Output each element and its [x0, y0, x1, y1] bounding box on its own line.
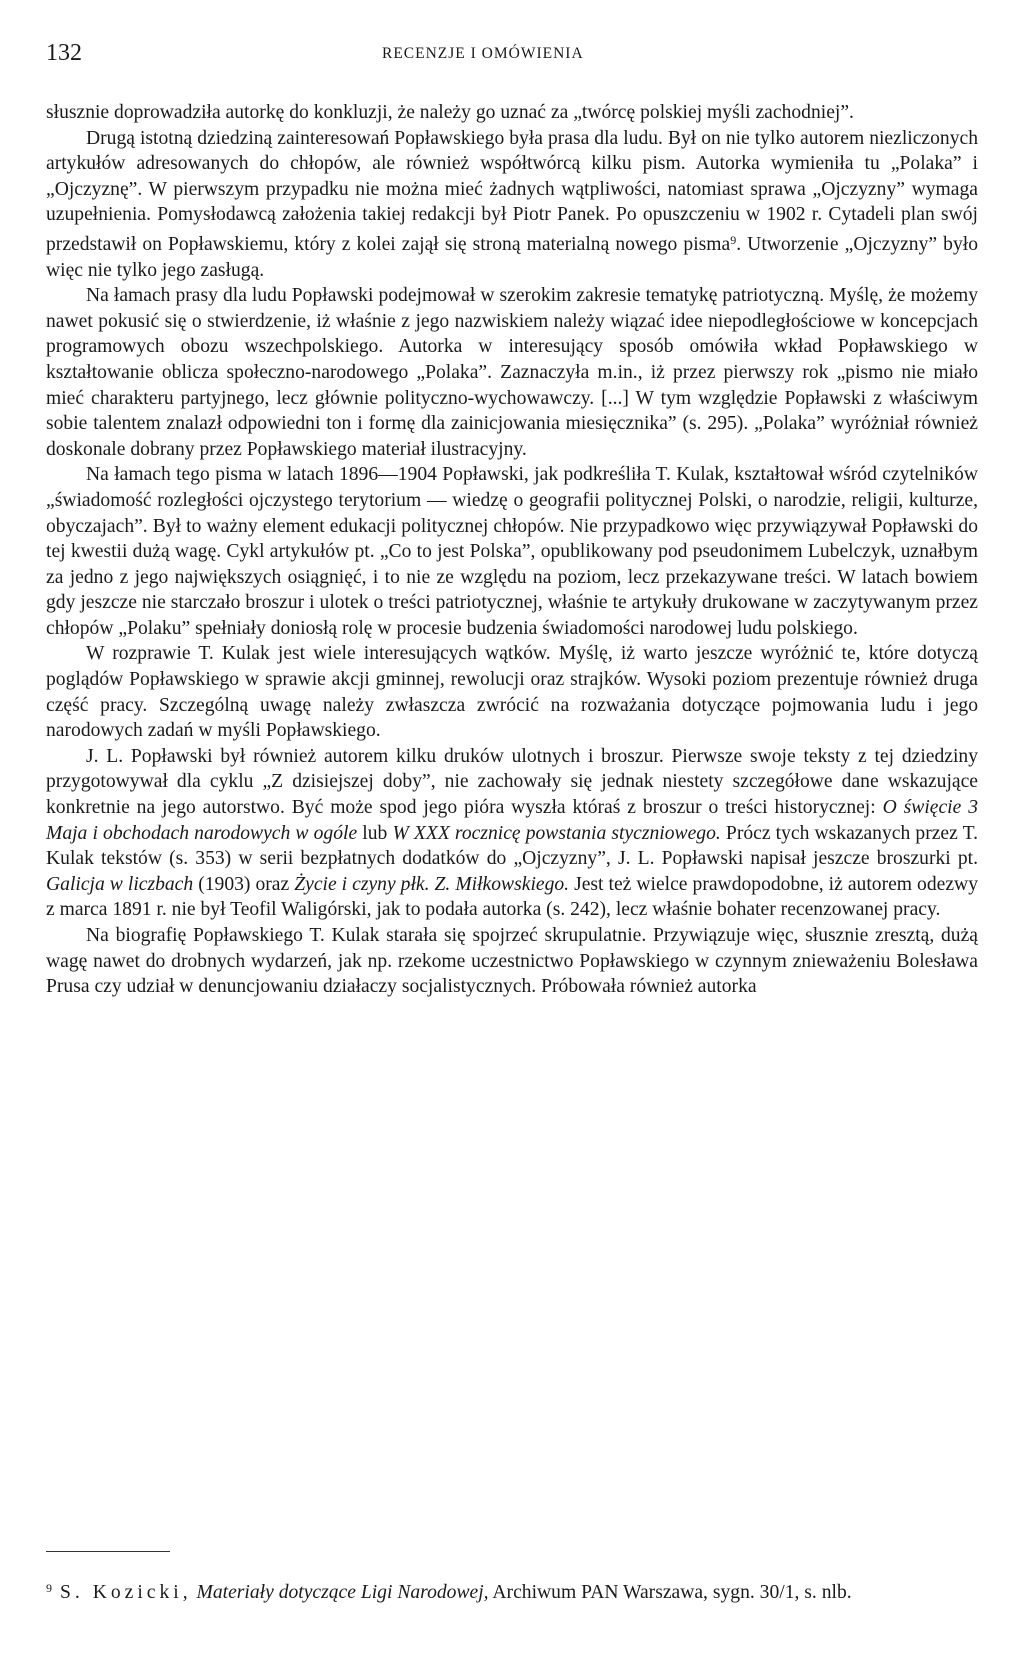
page-number: 132 [46, 40, 82, 66]
italic-title: O święcie 3 Maja i obchodach narodowych w ogóle [46, 797, 978, 844]
paragraph: Na łamach prasy dla ludu Popławski podejmował w szerokim zakresie tematykę patriotyczną. Myślę, że możemy nawet pokusić się o stwierdzenie, iż właśnie z jego nazwiskiem należy wiązać idee niepodległościowe w koncepcjach programowych obozu wszechpolskiego. Autorka w interesujący sposób omówiła wkład Popławskiego w kształtowanie oblicza społeczno-narodowego „Polaka”. Zaznaczyła m.in., iż przez pierwszy rok „pismo nie miało mieć charakteru partyjnego, lecz głównie polityczno-wychowawczy. [...] W tym względzie Popławski z właściwym sobie talentem znalazł odpowiedni ton i formę dla zainicjowania miesięcznika” (s. 295). „Polaka” wyróżniał również doskonale dobrany przez Popławskiego materiał ilustracyjny. [46, 285, 978, 460]
footnote [46, 1576, 978, 1606]
text-run: Prócz tych wskazanych przez T. Kulak tekstów (s. 353) w serii bezpłatnych dodatków do „Ojczyzny”, J. L. Popławski napisał jeszcze broszurki pt. [46, 822, 978, 870]
running-title: RECENZJE I OMÓWIENIA [382, 45, 584, 62]
page-header [46, 38, 978, 78]
footnote-marker: 9 [46, 1581, 52, 1595]
italic-title: W XXX rocznicę powstania styczniowego. [392, 822, 721, 844]
paragraph [46, 744, 978, 923]
paragraph: słusznie doprowadziła autorkę do konkluzji, że należy go uznać za „twórcę polskiej myśli zachodniej”. [46, 102, 854, 123]
page [46, 38, 978, 1603]
footnote-rest: Archiwum PAN Warszawa, sygn. 30/1, s. nlb. [488, 1582, 852, 1603]
text-run: lub [357, 822, 393, 844]
italic-title: Życie i czyny płk. Z. Miłkowskiego. [294, 873, 570, 895]
footnote-title: Materiały dotyczące Ligi Narodowej, [196, 1582, 489, 1603]
text-run: Drugą istotną dziedziną zainteresowań Popławskiego była prasa dla ludu. Był on nie tylko autorem niezliczonych artykułów adresowanych do chłopów, ale również współtwórcą kilku pism. Autorka wymieniła tu „Polaka” i „Ojczyznę”. W pierwszym przypadku nie można mieć żadnych wątpliwości, natomiast sprawa „Ojczyzny” wymaga uzupełnienia. Pomysłodawcą założenia takiej redakcji był Piotr Panek. Po opuszczeniu w 1902 r. Cytadeli plan swój przedstawił on Popławskiemu, który z kolei zajął się stroną materialną nowego pisma [46, 127, 978, 255]
paragraph: Na łamach tego pisma w latach 1896—1904 Popławski, jak podkreśliła T. Kulak, kształtował wśród czytelników „świadomość rozległości ojczystego terytorium — wiedzę o geografii politycznej Polski, o narodzie, religii, kulturze, obyczajach”. Był to ważny element edukacji politycznej chłopów. Nie przypadkowo więc przywiązywał Popławski do tej kwestii dużą wagę. Cykl artykułów pt. „Co to jest Polska”, opublikowany pod pseudonimem Lubelczyk, uznałbym za jedno z jego największych osiągnięć, i to nie ze względu na poziom, lecz przekazywane treści. W latach bowiem gdy jeszcze nie starczało broszur i ulotek o treści patriotycznej, właśnie te artykuły drukowane w zaczytywanym przez chłopów „Polaku” spełniały doniosłą rolę w procesie budzenia świadomości narodowej ludu polskiego. [46, 464, 978, 639]
paragraph: W rozprawie T. Kulak jest wiele interesujących wątków. Myślę, iż warto jeszcze wyróżnić te, które dotyczą poglądów Popławskiego w sprawie akcji gminnej, rewolucji oraz strajków. Wysoki poziom prezentuje również druga część pracy. Szczególną uwagę należy zwłaszcza zwrócić na rozważania dotyczące pojmowania ludu i jego narodowych zadań w myśli Popławskiego. [46, 643, 978, 742]
footnote-author: S. Kozicki, [60, 1582, 192, 1603]
paragraph [46, 126, 978, 284]
paragraph: Na biografię Popławskiego T. Kulak starała się spojrzeć skrupulatnie. Przywiązuje więc, słusznie zresztą, dużą wagę nawet do drobnych wydarzeń, jak np. rzekome uczestnictwo Popławskiego w czynnym znieważeniu Bolesława Prusa czy udział w denuncjowaniu działaczy socjalistycznych. Próbowała również autorka [46, 925, 978, 998]
text-run: . Utworzenie „Ojczyzny” było więc nie tylko jego zasługą. [46, 233, 978, 281]
italic-title: Galicja w liczbach [46, 873, 194, 895]
text-run: Jest też wielce prawdopodobne, iż autorem odezwy z marca 1891 r. nie był Teofil Waligórski, jak to podała autorka (s. 242), lecz właśnie bohater recenzowanej pracy. [46, 873, 978, 921]
footnote-divider [46, 1551, 170, 1552]
body-text [46, 100, 978, 1000]
text-run: J. L. Popławski był również autorem kilku druków ulotnych i broszur. Pierwsze swoje teksty z tej dziedziny przygotowywał dla cyklu „Z dzisiejszej doby”, nie zachowały się jednak niestety szczegółowe dane wskazujące konkretnie na jego autorstwo. Być może spod jego pióra wyszła któraś z broszur o treści historycznej: [46, 745, 978, 819]
text-run: (1903) oraz [193, 873, 295, 895]
footnote-ref: 9 [730, 232, 737, 247]
